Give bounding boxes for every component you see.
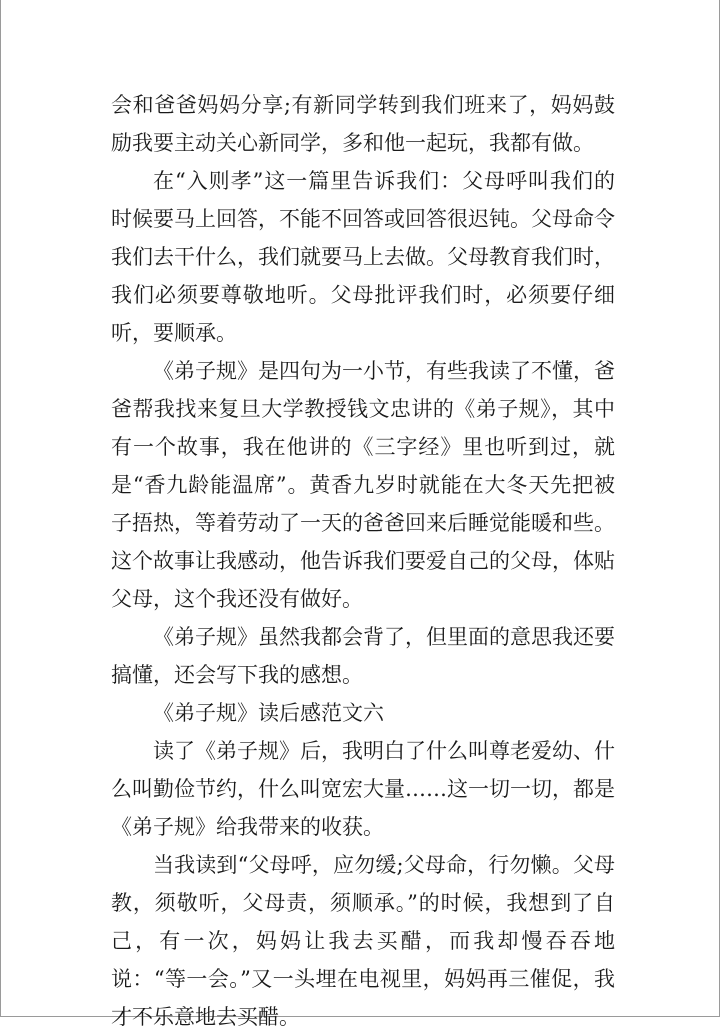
paragraph-huang-xiang-story: 《弟子规》是四句为一小节，有些我读了不懂，爸爸帮我找来复旦大学教授钱文忠讲的《弟子规》，其中有一个故事，我在他讲的《三字经》里也听到过，就是“香九龄能温席”。黄香九岁时就能在大冬天先把被子捂热，等着劳动了一天的爸爸回来后睡觉能暖和些。这个故事让我感动，他告诉我们要爱自己的父母，体贴父母，这个我还没有做好。 bbox=[111, 359, 615, 611]
document-body bbox=[111, 86, 615, 1036]
paragraph-buy-vinegar: 当我读到“父母呼，应勿缓;父母命，行勿懒。父母教，须敬听，父母责，须顺承。”的时候，我想到了自己，有一次，妈妈让我去买醋，而我却慢吞吞地说：“等一会。”又一头埋在电视里，妈妈再三催促，我才不乐意地去买醋。 bbox=[111, 853, 615, 1029]
paragraph-after-reading: 读了《弟子规》后，我明白了什么叫尊老爱幼、什么叫勤俭节约，什么叫宽宏大量……这一切一切，都是《弟子规》给我带来的收获。 bbox=[111, 739, 615, 839]
paragraph-recite-summary: 《弟子规》虽然我都会背了，但里面的意思我还要搞懂，还会写下我的感想。 bbox=[111, 625, 615, 687]
section-heading-sample-six: 《弟子规》读后感范文六 bbox=[153, 701, 384, 725]
paragraph-ru-ze-xiao: 在“入则孝”这一篇里告诉我们：父母呼叫我们的时候要马上回答，不能不回答或回答很迟钝。父母命令我们去干什么，我们就要马上去做。父母教育我们时，我们必须要尊敬地听。父母批评我们时，必须要仔细听，要顺承。 bbox=[111, 169, 615, 345]
paragraph-continuation: 会和爸爸妈妈分享;有新同学转到我们班来了，妈妈鼓励我要主动关心新同学，多和他一起玩，我都有做。 bbox=[111, 93, 615, 155]
